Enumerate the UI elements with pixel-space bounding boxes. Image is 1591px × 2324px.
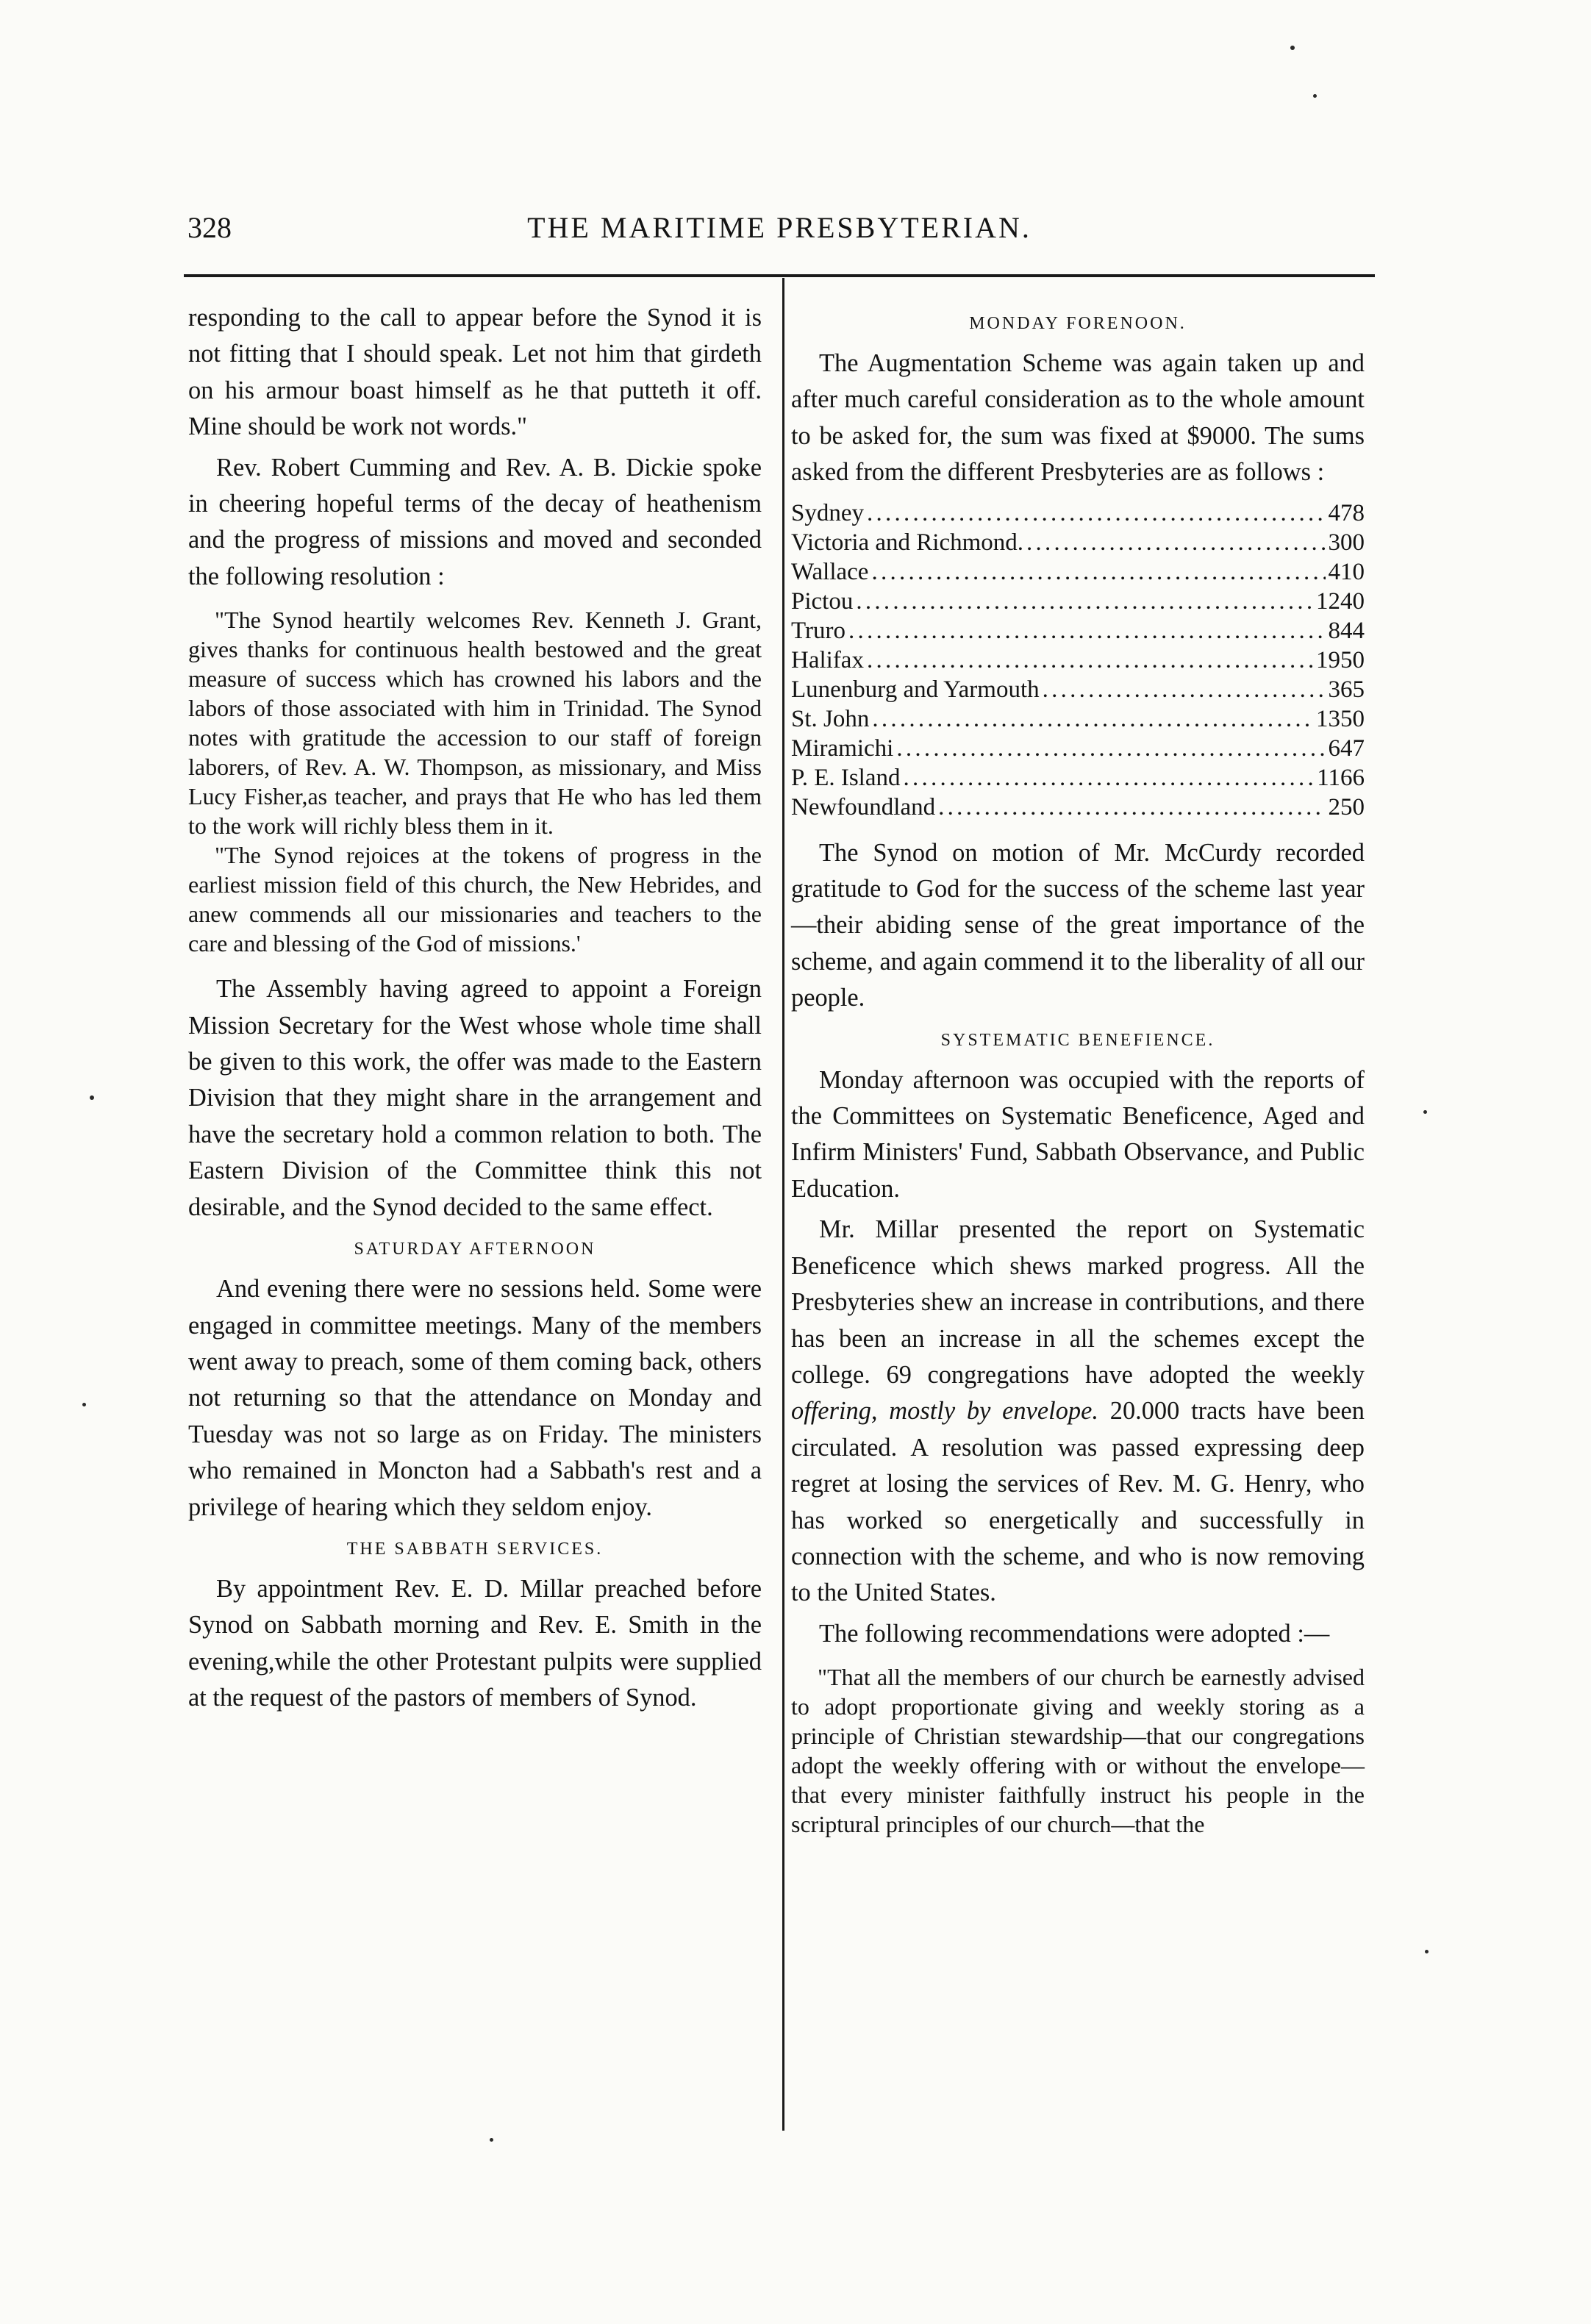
- paragraph-text: weekly: [1291, 1360, 1365, 1389]
- presbytery-name: Truro: [791, 617, 845, 644]
- list-item: [791, 557, 1365, 587]
- header-rule: [184, 274, 1375, 277]
- list-item: [791, 734, 1365, 763]
- leader-dots: [848, 616, 1326, 646]
- page-header: [187, 210, 1371, 254]
- leader-dots: [872, 704, 1313, 734]
- presbytery-amount: 300: [1328, 529, 1365, 556]
- left-column: [188, 300, 762, 1721]
- presbytery-name: Lunenburg and Yarmouth: [791, 676, 1040, 703]
- emphasis-text: offering,: [791, 1397, 878, 1426]
- section-heading-monday: MONDAY FORENOON.: [969, 314, 1187, 333]
- leader-dots: [867, 646, 1313, 675]
- paragraph: The Assembly having agreed to appoint a Foreign Mission Secretary for the West whose whole time shall be given to this work, the offer was made to the Eastern Division that they might share in the arrangement and have the secretary hold a common relation to both. The Eastern Division of the Committee think this not desirable, and the Synod decided to the same effect.: [188, 975, 762, 1221]
- list-item: [791, 675, 1365, 704]
- leader-dots: [896, 734, 1325, 763]
- presbytery-name: St. John: [791, 705, 870, 732]
- presbytery-name: Sydney: [791, 499, 864, 526]
- presbytery-amount: 647: [1328, 734, 1365, 762]
- leader-dots: [1026, 528, 1325, 557]
- scan-speck: [1425, 1950, 1429, 1953]
- column-divider: [782, 278, 784, 2131]
- paragraph: The Synod on motion of Mr. McCurdy recorded gratitude to God for the success of the scheme last year—their abiding sense of the great importance of the scheme, and again commend it to the liberality of all our people.: [791, 838, 1365, 1012]
- list-item: [791, 704, 1365, 734]
- paragraph-text: 20.000 tracts have been circulated. A resolution was passed expressing deep regret at losing the services of Rev. M. G. Henry, who has worked so energetically and successfully in connection with the scheme, and who is now removing to the United States.: [791, 1397, 1365, 1607]
- paragraph: responding to the call to appear before the Synod it is not fitting that I should speak. Let not him that girdeth on his armour boast himself as he that putteth it off. Mine should be work not words.": [188, 304, 762, 441]
- list-item: [791, 793, 1365, 822]
- leader-dots: [871, 557, 1325, 587]
- paragraph: The Augmentation Scheme was again taken up and after much careful consideration as to the whole amount to be asked for, the sum was fixed at $9000. The sums asked from the different Presbyteries are as follows :: [791, 349, 1365, 487]
- resolution-quote: [188, 605, 762, 958]
- list-item: [791, 587, 1365, 616]
- leader-dots: [904, 763, 1315, 793]
- emphasis-text: envelope.: [1002, 1397, 1098, 1426]
- running-title: THE MARITIME PRESBYTERIAN.: [527, 211, 1032, 244]
- right-column: [791, 300, 1365, 1852]
- paragraph-text: Mr. Millar presented the report on Systematic Beneficence which shews marked progress. All the Presbyteries shew an increase in contributions, and there has been an increase in all the schemes except the college. 69 congregations have adopted the: [791, 1215, 1365, 1389]
- presbytery-name: Halifax: [791, 646, 864, 673]
- leader-dots: [938, 793, 1325, 822]
- paragraph: And evening there were no sessions held. Some were engaged in committee meetings. Many of the members went away to preach, some of them coming back, others not returning so that the attendance on Monday and Tuesday was not so large as on Friday. The ministers who remained in Moncton had a Sabbath's rest and a privilege of hearing which they seldom enjoy.: [188, 1275, 762, 1521]
- presbytery-amount: 1240: [1316, 587, 1365, 615]
- paragraph: Monday afternoon was occupied with the reports of the Committees on Systematic Beneficence, Aged and Infirm Ministers' Fund, Sabbath Observance, and Public Education.: [791, 1065, 1365, 1203]
- section-heading-sabbath: THE SABBATH SERVICES.: [346, 1539, 604, 1559]
- scan-speck: [1313, 94, 1317, 98]
- presbytery-amount: 250: [1328, 793, 1365, 820]
- list-item: [791, 646, 1365, 675]
- presbytery-name: Pictou: [791, 587, 854, 615]
- list-item: [791, 616, 1365, 646]
- leader-dots: [867, 498, 1326, 528]
- recommendations-quote: [791, 1662, 1365, 1839]
- quote-paragraph: "That all the members of our church be earnestly advised to adopt proportionate giving and weekly storing as a principle of Christian stewardship—that our congregations adopt the weekly offering with or without the envelope—that every minister faithfully instruct his people in the scriptural principles of our church—that the: [791, 1664, 1365, 1838]
- section-heading-saturday: SATURDAY AFTERNOON: [354, 1240, 596, 1259]
- paragraph: [791, 1212, 1365, 1611]
- presbytery-name: Newfoundland: [791, 793, 936, 820]
- quote-paragraph: "The Synod heartily welcomes Rev. Kenneth J. Grant, gives thanks for continuous health bestowed and the great measure of success which has crowned his labors and the labors of those associated with him in Trinidad. The Synod notes with gratitude the accession to our staff of foreign laborers, of Rev. A. W. Thompson, as missionary, and Miss Lucy Fisher,as teacher, and prays that He who has led them to the work will richly bless them in it.: [188, 607, 762, 840]
- list-item: [791, 763, 1365, 793]
- presbytery-amount: 410: [1328, 558, 1365, 585]
- paragraph: The following recommendations were adopted :—: [819, 1619, 1330, 1648]
- emphasis-text: mostly: [889, 1397, 956, 1426]
- quote-paragraph: "The Synod rejoices at the tokens of progress in the earliest mission field of this church, the New Hebrides, and anew commends all our missionaries and teachers to the care and blessing of the God of missions.': [188, 842, 762, 957]
- page-number: 328: [187, 211, 232, 244]
- presbytery-amount: 1166: [1317, 764, 1365, 791]
- leader-dots: [1043, 675, 1326, 704]
- presbytery-amount: 1950: [1316, 646, 1365, 673]
- section-heading-systematic: SYSTEMATIC BENEFIENCE.: [940, 1030, 1215, 1050]
- list-item: [791, 528, 1365, 557]
- presbytery-amount: 478: [1328, 499, 1365, 526]
- paragraph: By appointment Rev. E. D. Millar preached before Synod on Sabbath morning and Rev. E. Smith in the evening,while the other Protestant pulpits were supplied at the request of the pastors of members of Synod.: [188, 1574, 762, 1712]
- scan-speck: [490, 2138, 493, 2142]
- scan-speck: [90, 1095, 94, 1100]
- paragraph: Rev. Robert Cumming and Rev. A. B. Dickie spoke in cheering hopeful terms of the decay of heathenism and the progress of missions and moved and seconded the following resolution :: [188, 453, 762, 590]
- presbytery-name: Wallace: [791, 558, 869, 585]
- list-item: [791, 498, 1365, 528]
- presbytery-name: Victoria and Richmond.: [791, 529, 1024, 556]
- presbytery-amount: 1350: [1316, 705, 1365, 732]
- scan-speck: [1423, 1110, 1427, 1114]
- presbytery-amount: 365: [1328, 676, 1365, 703]
- presbytery-name: Miramichi: [791, 734, 894, 762]
- presbytery-list: [791, 498, 1365, 822]
- scan-speck: [82, 1403, 86, 1406]
- emphasis-text: by: [966, 1397, 991, 1426]
- leader-dots: [856, 587, 1313, 616]
- presbytery-amount: 844: [1328, 617, 1365, 644]
- presbytery-name: P. E. Island: [791, 764, 901, 791]
- scan-speck: [1290, 46, 1295, 50]
